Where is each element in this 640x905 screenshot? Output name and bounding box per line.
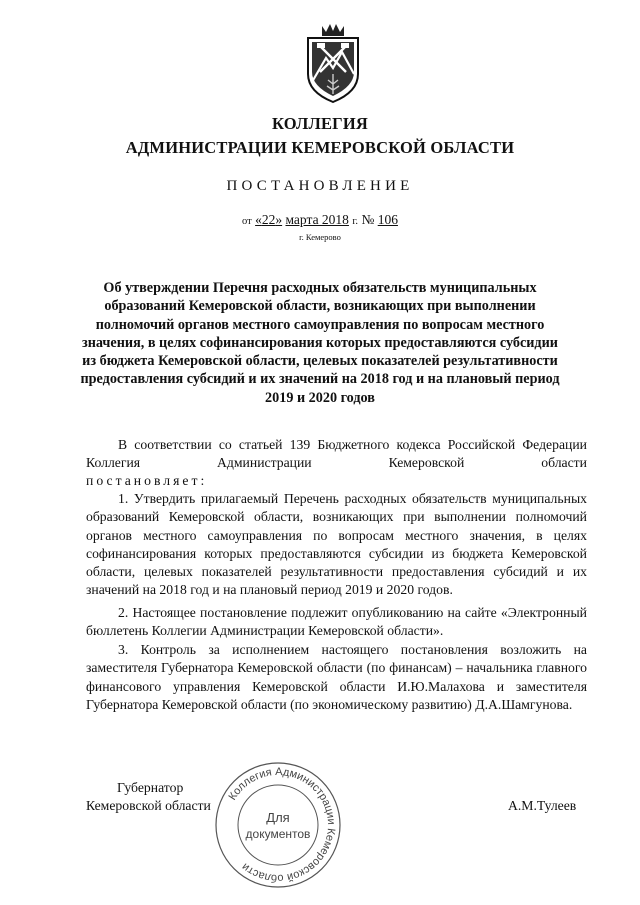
document-title: Об утверждении Перечня расходных обязательств муниципальных образований Кемеровской области, возникающих при выполнении полномочий органов местного самоуправления по вопросам местного значения, в целях софинансирования которых предоставляются субсидии из бюджета Кемеровской области, целевых показателей результативности предоставления субсидий и их значений на 2018 год и на плановый период 2019 и 2020 годов (80, 280, 560, 406)
kemerovo-coat-of-arms-icon (300, 22, 366, 104)
preamble-action (86, 472, 587, 490)
item-3: 3. Контроль за исполнением настоящего постановления возложить на заместителя Губернатора Кемеровской области (по финансам) – начальника главного финансового управления Кемеровской области И.Ю.Малахова и заместителя Губернатора Кемеровской области (по экономическому развитию) Д.А.Шамгунова. (86, 642, 587, 712)
preamble-action-text: постановляет: (86, 473, 208, 488)
seal-stamp-icon (213, 760, 343, 890)
item-1: 1. Утвердить прилагаемый Перечень расходных обязательств муниципальных образований Кемеровской области, возникающих при выполнении полномочий органов местного самоуправления по вопросам местного значения, в целях софинансирования которых предоставляются субсидии из бюджета Кемеровской области, целевых показателей результативности предоставления субсидий и их значений на 2018 год и на плановый период 2019 и 2020 годов. (86, 491, 587, 598)
date-year-suffix: г. (352, 216, 359, 227)
signature-position-line2: Кемеровской области (86, 798, 211, 813)
signature-position-line1: Губернатор (117, 780, 184, 795)
signatory-name: А.М.Тулеев (508, 798, 577, 813)
number-sign: № (361, 212, 375, 227)
preamble-text: В соответствии со статьей 139 Бюджетного кодекса Российской Федерации Коллегия Администрации Кемеровской области (86, 437, 587, 471)
date-close-quote: » (275, 212, 283, 227)
date-prefix: от (242, 216, 252, 227)
coat-of-arms (300, 22, 366, 104)
org-name-line1: КОЛЛЕГИЯ (271, 114, 368, 133)
city: г. Кемерово (299, 232, 341, 242)
preamble (86, 436, 587, 473)
seal-ring-text: Коллегия Администрации Кемеровской области (226, 765, 338, 885)
item-2: 2. Настоящее постановление подлежит опубликованию на сайте «Электронный бюллетень Коллегии Администрации Кемеровской области». (86, 605, 587, 639)
date-open-quote: « (255, 212, 262, 227)
seal-center-line2: документов (245, 827, 311, 841)
date-month-year: марта 2018 (285, 212, 349, 227)
official-seal (213, 760, 343, 890)
seal-center-line1: Для (266, 810, 290, 825)
date-day: 22 (261, 212, 276, 227)
date-number-line (0, 212, 640, 228)
document-type: ПОСТАНОВЛЕНИЕ (226, 178, 414, 194)
document-number: 106 (377, 212, 398, 227)
org-name-line2: АДМИНИСТРАЦИИ КЕМЕРОВСКОЙ ОБЛАСТИ (125, 138, 515, 157)
